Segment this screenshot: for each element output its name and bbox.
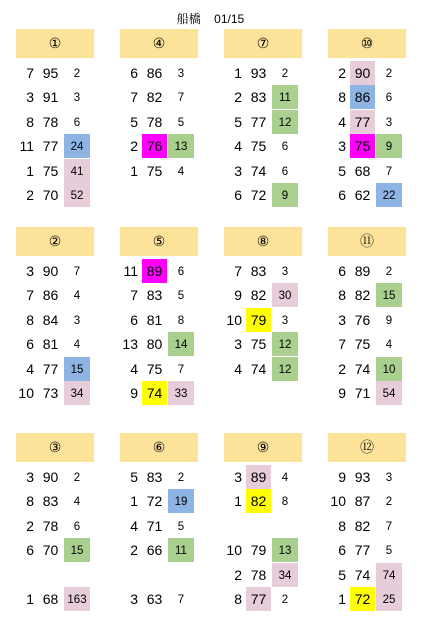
entry-row bbox=[16, 381, 94, 405]
entry-rank: 7 bbox=[385, 520, 393, 533]
entry-rank: 30 bbox=[272, 283, 298, 307]
entry-rank: 12 bbox=[272, 332, 298, 356]
entry-score: 83 bbox=[42, 493, 59, 510]
entry-row bbox=[328, 381, 406, 405]
entry-row bbox=[224, 61, 302, 85]
title-place: 船橋 bbox=[176, 12, 201, 26]
entry-row bbox=[328, 159, 406, 183]
entry-rank: 3 bbox=[385, 472, 393, 484]
entry-number: 2 bbox=[26, 187, 34, 203]
entry-score: 83 bbox=[250, 263, 267, 279]
entry-score: 63 bbox=[146, 591, 163, 607]
entry-number: 4 bbox=[26, 360, 34, 377]
entry-rank: 2 bbox=[73, 472, 81, 484]
entry-number: 2 bbox=[26, 517, 34, 534]
race-block bbox=[16, 29, 94, 209]
entry-number: 3 bbox=[338, 311, 346, 328]
entry-score: 76 bbox=[354, 311, 371, 328]
entry-number: 5 bbox=[130, 113, 138, 130]
entry-score: 77 bbox=[42, 360, 59, 377]
entry-rank: 3 bbox=[281, 266, 289, 278]
entry-rank: 54 bbox=[376, 381, 402, 405]
entry-number: 3 bbox=[26, 263, 34, 279]
entry-number: 3 bbox=[338, 138, 346, 155]
entry-number: 4 bbox=[234, 138, 242, 155]
entry-row bbox=[120, 110, 198, 134]
entry-score: 77 bbox=[246, 587, 271, 611]
entry-score: 93 bbox=[354, 469, 371, 485]
entry-score: 77 bbox=[354, 542, 371, 559]
entry-score: 91 bbox=[42, 89, 59, 106]
entry-number: 2 bbox=[234, 566, 242, 583]
entry-rank: 25 bbox=[376, 587, 402, 611]
entry-score: 82 bbox=[246, 489, 271, 513]
entry-number: 11 bbox=[19, 138, 34, 155]
entry-number: 6 bbox=[130, 311, 138, 328]
entry-row bbox=[224, 489, 302, 513]
entry-rank: 5 bbox=[177, 520, 185, 533]
entry-score: 74 bbox=[250, 360, 267, 377]
entry-score: 90 bbox=[42, 469, 59, 485]
entry-number: 8 bbox=[26, 113, 34, 130]
entry-row bbox=[224, 183, 302, 207]
entry-row bbox=[16, 85, 94, 109]
entry-score: 74 bbox=[354, 360, 371, 377]
entry-row bbox=[120, 134, 198, 158]
entry-number: 9 bbox=[338, 469, 346, 485]
entry-rank: 6 bbox=[281, 141, 289, 154]
entry-number: 11 bbox=[123, 263, 138, 279]
entry-score: 70 bbox=[42, 187, 59, 203]
entry-rank: 22 bbox=[376, 183, 402, 207]
entry-number: 13 bbox=[122, 336, 138, 353]
race-block bbox=[328, 433, 406, 613]
entry-score: 72 bbox=[146, 493, 163, 510]
entry-row bbox=[120, 332, 198, 356]
entry-rank: 15 bbox=[376, 283, 402, 307]
entry-row bbox=[16, 61, 94, 85]
race-number-header: ③ bbox=[16, 433, 94, 462]
entry-rank: 4 bbox=[73, 339, 81, 352]
entry-number: 4 bbox=[234, 360, 242, 377]
entry-score: 81 bbox=[42, 336, 59, 353]
entry-number: 1 bbox=[234, 493, 242, 510]
entry-row bbox=[328, 538, 406, 562]
entry-number: 7 bbox=[234, 263, 242, 279]
entry-number: 8 bbox=[338, 89, 346, 106]
entry-rank: 12 bbox=[272, 357, 298, 381]
race-number-header: ⑥ bbox=[120, 433, 198, 462]
entry-rank: 8 bbox=[177, 314, 185, 327]
entry-number: 3 bbox=[26, 469, 34, 485]
entry-number: 3 bbox=[234, 162, 242, 179]
entry-row bbox=[16, 587, 94, 611]
entry-score: 71 bbox=[146, 517, 163, 534]
entry-number: 5 bbox=[338, 566, 346, 583]
entry-row bbox=[328, 332, 406, 356]
entry-rank: 3 bbox=[177, 68, 185, 80]
entry-score: 77 bbox=[42, 138, 59, 155]
entry-score: 75 bbox=[250, 336, 267, 353]
entry-row bbox=[224, 357, 302, 381]
entry-row bbox=[120, 587, 198, 611]
entry-rank: 3 bbox=[385, 116, 393, 129]
entry-rank: 4 bbox=[73, 290, 81, 303]
entry-number: 9 bbox=[338, 385, 346, 401]
entry-score: 82 bbox=[250, 287, 267, 304]
entry-number: 1 bbox=[26, 591, 34, 607]
entry-number: 8 bbox=[26, 493, 34, 510]
entry-row bbox=[224, 259, 302, 283]
entry-score: 86 bbox=[42, 287, 59, 304]
entry-score: 71 bbox=[354, 385, 371, 401]
entry-score: 76 bbox=[142, 134, 167, 158]
race-number-header: ⑧ bbox=[224, 227, 302, 256]
race-number-header: ① bbox=[16, 29, 94, 58]
entry-number: 2 bbox=[338, 65, 346, 81]
entry-rank: 2 bbox=[385, 496, 393, 509]
entry-number: 8 bbox=[338, 517, 346, 534]
race-block bbox=[224, 227, 302, 407]
race-block bbox=[224, 29, 302, 209]
entry-row bbox=[16, 183, 94, 207]
entry-score: 82 bbox=[354, 287, 371, 304]
race-block bbox=[16, 227, 94, 407]
entry-score: 83 bbox=[250, 89, 267, 106]
race-number-header: ⑨ bbox=[224, 433, 302, 462]
entry-score: 89 bbox=[142, 259, 167, 283]
race-block bbox=[328, 29, 406, 209]
entry-score: 78 bbox=[250, 566, 267, 583]
entry-row bbox=[120, 514, 198, 538]
entry-row bbox=[16, 357, 94, 381]
entry-score: 82 bbox=[354, 517, 371, 534]
entry-row bbox=[16, 283, 94, 307]
entry-rank: 4 bbox=[73, 496, 81, 509]
entry-number: 8 bbox=[26, 311, 34, 328]
page-title bbox=[0, 10, 421, 27]
entry-row bbox=[120, 308, 198, 332]
entry-number: 3 bbox=[234, 469, 242, 485]
entry-score: 87 bbox=[354, 493, 371, 510]
entry-score: 75 bbox=[350, 134, 375, 158]
entry-row bbox=[16, 465, 94, 489]
entry-number: 10 bbox=[226, 542, 242, 559]
entry-rank: 11 bbox=[272, 85, 298, 109]
entry-number: 2 bbox=[130, 542, 138, 559]
entry-row bbox=[328, 563, 406, 587]
entry-score: 77 bbox=[350, 110, 375, 134]
entry-row bbox=[328, 587, 406, 611]
entry-score: 81 bbox=[146, 311, 163, 328]
entry-row bbox=[224, 159, 302, 183]
entry-score: 74 bbox=[142, 381, 167, 405]
entry-number: 1 bbox=[130, 493, 138, 510]
entry-rank: 163 bbox=[64, 587, 90, 611]
entry-rank: 4 bbox=[385, 339, 393, 352]
entry-rank: 14 bbox=[168, 332, 194, 356]
entry-score: 70 bbox=[42, 542, 59, 559]
entry-row bbox=[224, 465, 302, 489]
entry-score: 80 bbox=[146, 336, 163, 353]
entry-row bbox=[328, 110, 406, 134]
entry-number: 7 bbox=[26, 287, 34, 304]
entry-score: 78 bbox=[42, 517, 59, 534]
entry-rank: 3 bbox=[73, 92, 81, 105]
entry-number: 9 bbox=[234, 287, 242, 304]
race-block bbox=[120, 433, 198, 613]
entry-number: 6 bbox=[234, 187, 242, 203]
entry-row bbox=[120, 61, 198, 85]
entry-number: 9 bbox=[130, 385, 138, 401]
entry-row bbox=[120, 381, 198, 405]
entry-rank: 9 bbox=[272, 183, 298, 207]
entry-rank: 11 bbox=[168, 538, 194, 562]
entry-rank: 15 bbox=[64, 538, 90, 562]
entry-number: 2 bbox=[234, 89, 242, 106]
entry-rank: 5 bbox=[177, 116, 185, 129]
entry-score: 82 bbox=[146, 89, 163, 106]
entry-number: 10 bbox=[226, 311, 242, 328]
entry-rank: 13 bbox=[168, 134, 194, 158]
entry-number: 5 bbox=[338, 162, 346, 179]
entry-rank: 5 bbox=[177, 290, 185, 303]
entry-row bbox=[16, 110, 94, 134]
entry-score: 89 bbox=[354, 263, 371, 279]
entry-score: 79 bbox=[246, 308, 271, 332]
entry-row bbox=[328, 465, 406, 489]
entry-row bbox=[16, 134, 94, 158]
entry-row bbox=[120, 538, 198, 562]
entry-score: 75 bbox=[146, 360, 163, 377]
entry-score: 75 bbox=[146, 162, 163, 179]
race-number-header: ② bbox=[16, 227, 94, 256]
entry-number: 6 bbox=[338, 542, 346, 559]
entry-rank: 13 bbox=[272, 538, 298, 562]
entry-number: 6 bbox=[338, 187, 346, 203]
entry-number: 4 bbox=[338, 113, 346, 130]
entry-rank: 33 bbox=[168, 381, 194, 405]
entry-number: 6 bbox=[338, 263, 346, 279]
entry-score: 74 bbox=[354, 566, 371, 583]
entry-score: 90 bbox=[42, 263, 59, 279]
entry-rank: 7 bbox=[177, 594, 185, 606]
entry-score: 90 bbox=[350, 61, 375, 85]
entry-rank: 41 bbox=[64, 159, 90, 183]
entry-number: 6 bbox=[130, 65, 138, 81]
race-block bbox=[16, 433, 94, 613]
entry-row bbox=[16, 538, 94, 562]
entry-row bbox=[120, 85, 198, 109]
entry-score: 78 bbox=[146, 113, 163, 130]
entry-score: 66 bbox=[146, 542, 163, 559]
entry-number: 3 bbox=[26, 89, 34, 106]
entry-row bbox=[224, 308, 302, 332]
entry-rank: 3 bbox=[281, 314, 289, 327]
entry-rank: 6 bbox=[73, 116, 81, 129]
race-number-header: ⑤ bbox=[120, 227, 198, 256]
entry-score: 72 bbox=[250, 187, 267, 203]
entry-rank: 34 bbox=[64, 381, 90, 405]
entry-number: 7 bbox=[26, 65, 34, 81]
race-number-header: ⑪ bbox=[328, 227, 406, 256]
entry-rank: 4 bbox=[281, 472, 289, 484]
race-number-header: ⑫ bbox=[328, 433, 406, 462]
entry-score: 62 bbox=[354, 187, 371, 203]
entry-rank: 9 bbox=[376, 134, 402, 158]
entry-row bbox=[328, 357, 406, 381]
entry-rank: 6 bbox=[73, 520, 81, 533]
entry-number: 2 bbox=[130, 138, 138, 155]
entry-row bbox=[16, 159, 94, 183]
entry-row bbox=[224, 134, 302, 158]
entry-score: 72 bbox=[350, 587, 375, 611]
entry-number: 7 bbox=[130, 89, 138, 106]
entry-number: 2 bbox=[338, 360, 346, 377]
entry-score: 68 bbox=[354, 162, 371, 179]
entry-row bbox=[16, 332, 94, 356]
entry-rank: 2 bbox=[281, 594, 289, 606]
entry-row bbox=[328, 283, 406, 307]
entry-rank: 7 bbox=[177, 92, 185, 105]
entry-rank: 74 bbox=[376, 563, 402, 587]
entry-number: 10 bbox=[330, 493, 346, 510]
entry-row bbox=[328, 259, 406, 283]
entry-score: 83 bbox=[146, 469, 163, 485]
entry-score: 75 bbox=[354, 336, 371, 353]
entry-rank: 7 bbox=[73, 266, 81, 278]
title-date: 01/15 bbox=[214, 12, 245, 26]
entry-rank: 52 bbox=[64, 183, 90, 207]
entry-score: 78 bbox=[42, 113, 59, 130]
entry-row bbox=[16, 308, 94, 332]
entry-row bbox=[120, 465, 198, 489]
entry-score: 77 bbox=[250, 113, 267, 130]
entry-row bbox=[224, 332, 302, 356]
entry-row bbox=[328, 85, 406, 109]
entry-number: 5 bbox=[234, 113, 242, 130]
entry-number: 8 bbox=[338, 287, 346, 304]
entry-number: 7 bbox=[338, 336, 346, 353]
entry-rank: 8 bbox=[281, 496, 289, 509]
entry-rank: 9 bbox=[385, 314, 393, 327]
entry-row bbox=[120, 259, 198, 283]
entry-row bbox=[328, 489, 406, 513]
entry-rank: 24 bbox=[64, 134, 90, 158]
entry-score: 79 bbox=[250, 542, 267, 559]
entry-score: 93 bbox=[250, 65, 267, 81]
entry-rank: 2 bbox=[73, 68, 81, 80]
entry-rank: 6 bbox=[177, 266, 185, 278]
entry-score: 75 bbox=[250, 138, 267, 155]
entry-rank: 7 bbox=[177, 363, 185, 376]
entry-score: 95 bbox=[42, 65, 59, 81]
entry-row bbox=[224, 587, 302, 611]
entry-row bbox=[328, 183, 406, 207]
entry-score: 86 bbox=[146, 65, 163, 81]
entry-row bbox=[120, 489, 198, 513]
entry-rank: 19 bbox=[168, 489, 194, 513]
entry-row bbox=[224, 283, 302, 307]
race-block bbox=[120, 29, 198, 209]
entry-rank: 2 bbox=[385, 266, 393, 278]
entry-score: 73 bbox=[42, 385, 59, 401]
entry-number: 8 bbox=[234, 591, 242, 607]
entry-number: 10 bbox=[18, 385, 34, 401]
entry-score: 74 bbox=[250, 162, 267, 179]
entry-rank: 12 bbox=[272, 110, 298, 134]
entry-row bbox=[224, 563, 302, 587]
entry-rank: 2 bbox=[385, 68, 393, 80]
entry-score: 68 bbox=[42, 591, 59, 607]
entry-row bbox=[16, 514, 94, 538]
entry-rank: 3 bbox=[73, 314, 81, 327]
entry-rank: 4 bbox=[177, 165, 185, 178]
entry-rank: 6 bbox=[281, 165, 289, 178]
entry-row bbox=[120, 357, 198, 381]
entry-rank: 6 bbox=[385, 92, 393, 105]
entry-number: 4 bbox=[130, 517, 138, 534]
entry-number: 1 bbox=[26, 162, 34, 179]
entry-rank: 10 bbox=[376, 357, 402, 381]
entry-score: 89 bbox=[246, 465, 271, 489]
entry-row bbox=[224, 538, 302, 562]
race-block bbox=[328, 227, 406, 407]
entry-number: 3 bbox=[130, 591, 138, 607]
entry-number: 1 bbox=[338, 591, 346, 607]
entry-row bbox=[328, 61, 406, 85]
entry-rank: 34 bbox=[272, 563, 298, 587]
entry-score: 84 bbox=[42, 311, 59, 328]
race-block bbox=[224, 433, 302, 613]
entry-rank: 5 bbox=[385, 545, 393, 558]
entry-row bbox=[16, 489, 94, 513]
entry-rank: 2 bbox=[281, 68, 289, 80]
entry-row bbox=[224, 85, 302, 109]
entry-row bbox=[328, 514, 406, 538]
entry-row bbox=[120, 159, 198, 183]
race-number-header: ④ bbox=[120, 29, 198, 58]
entry-row bbox=[328, 134, 406, 158]
entry-rank: 2 bbox=[177, 472, 185, 484]
race-number-header: ⑦ bbox=[224, 29, 302, 58]
race-block bbox=[120, 227, 198, 407]
entry-row bbox=[328, 308, 406, 332]
entry-rank: 15 bbox=[64, 357, 90, 381]
entry-score: 83 bbox=[146, 287, 163, 304]
entry-number: 7 bbox=[130, 287, 138, 304]
entry-rank: 7 bbox=[385, 165, 393, 178]
entry-number: 6 bbox=[26, 336, 34, 353]
entry-score: 75 bbox=[42, 162, 59, 179]
entry-row bbox=[224, 110, 302, 134]
entry-number: 5 bbox=[130, 469, 138, 485]
entry-number: 3 bbox=[234, 336, 242, 353]
entry-score: 86 bbox=[350, 85, 375, 109]
entry-number: 4 bbox=[130, 360, 138, 377]
entry-number: 1 bbox=[130, 162, 138, 179]
entry-row bbox=[16, 259, 94, 283]
entry-number: 1 bbox=[234, 65, 242, 81]
entry-number: 6 bbox=[26, 542, 34, 559]
entry-row bbox=[120, 283, 198, 307]
race-number-header: ⑩ bbox=[328, 29, 406, 58]
